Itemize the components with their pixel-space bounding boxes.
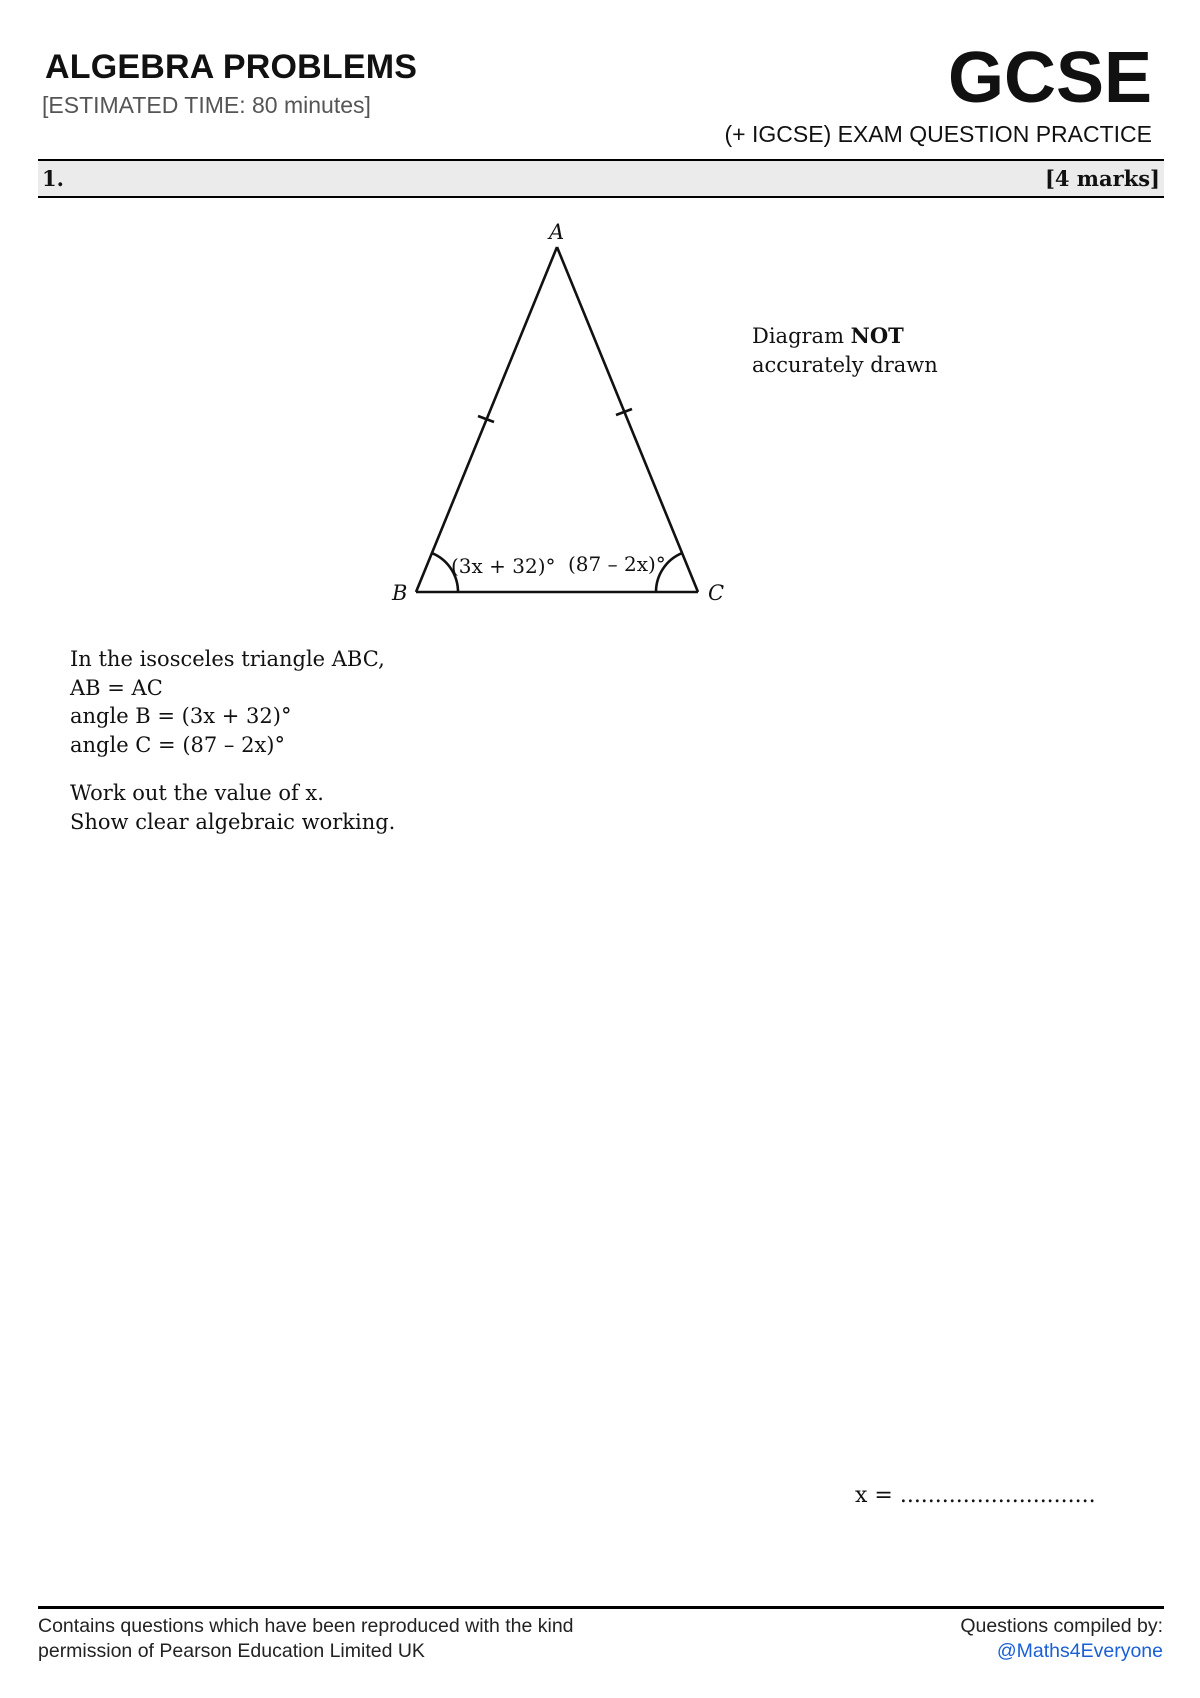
instruction-line: Work out the value of x. xyxy=(70,781,324,805)
spacer xyxy=(70,759,395,779)
vertex-label-c: C xyxy=(708,581,725,605)
diagram-note-line2: accurately drawn xyxy=(752,353,938,377)
footer-credit-line2: permission of Pearson Education Limited UK xyxy=(38,1640,425,1662)
question-text xyxy=(70,645,395,836)
angle-c-label: (87 – 2x)° xyxy=(568,552,666,576)
diagram-note-not: NOT xyxy=(850,323,904,348)
angle-b-label: (3x + 32)° xyxy=(451,554,556,578)
vertex-label-b: B xyxy=(392,581,408,605)
question-line: AB = AC xyxy=(70,675,163,700)
footer-credit-line1: Contains questions which have been reproduced with the kind xyxy=(38,1615,574,1637)
answer-line[interactable]: x = ............................ xyxy=(855,1483,1096,1508)
question-number: 1. xyxy=(42,166,64,191)
footer-compiled-by: Questions compiled by: xyxy=(960,1615,1163,1637)
estimated-time: [ESTIMATED TIME: 80 minutes] xyxy=(42,92,371,118)
footer-handle-link[interactable]: @Maths4Everyone xyxy=(996,1640,1163,1662)
footer-compiler xyxy=(960,1614,1163,1664)
worksheet-title: ALGEBRA PROBLEMS xyxy=(45,48,418,86)
diagram-note xyxy=(752,321,938,380)
vertex-label-a: A xyxy=(549,220,565,244)
footer-credit xyxy=(38,1614,574,1664)
gcse-badge: GCSE xyxy=(947,38,1152,118)
question-marks: [4 marks] xyxy=(1044,166,1160,191)
footer-rule xyxy=(38,1606,1164,1609)
question-line: In the isosceles triangle ABC, xyxy=(70,647,385,671)
question-line: angle B = (3x + 32)° xyxy=(70,704,292,728)
diagram-note-prefix: Diagram xyxy=(752,324,851,348)
triangle-diagram xyxy=(0,0,1200,660)
side-ac xyxy=(557,247,698,592)
question-line: angle C = (87 – 2x)° xyxy=(70,732,285,757)
practice-subtitle: (+ IGCSE) EXAM QUESTION PRACTICE xyxy=(724,121,1152,147)
instruction-line: Show clear algebraic working. xyxy=(70,809,396,834)
